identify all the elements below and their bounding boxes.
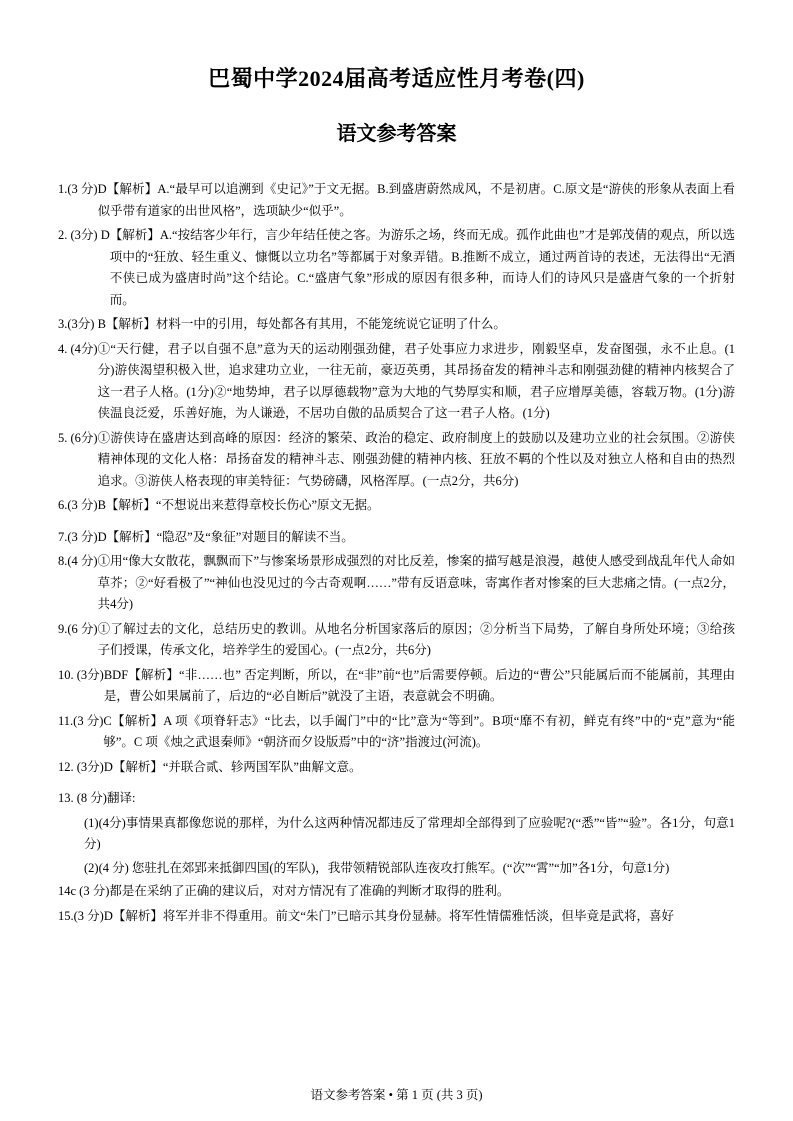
answer-item [58,665,735,708]
answer-text: D【解析】A.“最早可以追溯到《史记》”于文无据。B.到盛唐蔚然成风，不是初唐。C.原文是“游侠的形象从表面上看似乎带有道家的出世风格”，选项缺少“似乎”。 [97,182,735,218]
answer-number: 15.(3 分) [58,908,104,923]
page-title: 巴蜀中学2024届高考适应性月考卷(四) [208,66,585,91]
answer-item [58,428,735,493]
answer-text: D【解析】将军并非不得重用。前文“朱门”已暗示其身份显赫。将军性情儒雅恬淡，但毕竟是武将，喜好 [103,908,674,923]
answer-number: 3.(3分) B [58,317,106,331]
answer-item [58,619,735,662]
answer-item [58,906,735,928]
answer-text: ①“天行健，君子以自强不息”意为天的运动刚强劲健，君子处事应力求进步，刚毅坚卓，发奋图强，永不止息。(1分)游侠渴望积极入世，追求建功立业，一往无前，豪迈英勇，其昂扬奋发的精神斗志和刚强劲健的精神内核契合了这一君子人格。(1分)②“地势坤，君子以厚德载物”意为大地的气势厚实和顺，君子应增厚美德，容载万物。(1分)游侠温良泛爱，乐善好施，为人谦逊，不居功自傲的品质契合了这一君子人格。(1分) [97,341,735,420]
answer-number: 9.(6 分) [58,621,98,636]
answer-number: 11.(3 分) [58,713,104,728]
answer-text: B【解析】“不想说出来惹得章校长伤心”原文无据。 [97,498,380,512]
page-footer: 语文参考答案 • 第 1 页 (共 3 页) [310,1088,483,1102]
answer-text: ①游侠诗在盛唐达到高峰的原因：经济的繁荣、政治的稳定、政府制度上的鼓励以及建功立业的社会氛围。②游侠精神体现的文化人格：昂扬奋发的精神斗志、刚强劲健的精神内核、狂放不羁的个性以及对独立人格和自由的热烈追求。③游侠人格表现的审美特征：气势磅礴，风格浑厚。(一点2分，共6分) [97,430,735,488]
answer-item [58,757,735,779]
answer-number: 8.(4 分) [58,554,98,568]
answer-number: 12. (3分) [58,759,104,774]
answer-item [58,527,735,549]
page-subtitle: 语文参考答案 [336,123,457,145]
answer-number: 7.(3 分) [58,529,98,544]
answer-item [58,179,735,222]
answer-item [58,339,735,425]
answer-text: ①用“像大女散花，飘飘而下”与惨案场景形成强烈的对比反差，惨案的描写越是浪漫，越使人感受到战乱年代人命如草芥；②“好看极了”“神仙也没见过的今古奇观啊……”带有反语意味，寄寓作者对惨案的巨大悲痛之情。(一点2分，共4分) [97,554,735,611]
answer-text: ①了解过去的文化，总结历史的教训。从地名分析国家落后的原因；②分析当下局势，了解自身所处环境；③给孩子们授课，传承文化，培养学生的爱国心。(一点2分，共6分) [97,621,735,657]
answer-text: 【解析】A.“按结客少年行，言少年结任使之客。为游乐之场，终而无成。孤作此曲也”才是郭茂倩的观点，所以选项中的“狂放、轻生重义、慷慨以立功名”等都属于对象弄错。B.推断不成立，通过两首诗的表述，无法得出“无酒不侠已成为盛唐时尚”这个结论。C.“盛唐气象”形成的原因有很多种，而诗人们的诗风只是盛唐气象的一个折射而。 [109,228,735,307]
answer-item [58,225,735,311]
answer-number: 5. (6分) [58,430,98,445]
answer-item [58,495,735,517]
answer-number: 4. (4分) [58,341,98,356]
answer-number: 1.(3 分) [58,182,98,196]
answer-text: 翻译: [106,791,136,805]
answer-text: 都是在采纳了正确的建议后，对对方情况有了准确的判断才取得的胜利。 [109,884,510,898]
answer-item [58,788,735,810]
translation-line: (1)(4分)事情果真都像您说的那样，为什么这两种情况都违反了常理却全部得到了应验呢?(“悉”“皆”“验”。各1分，句意1分) [84,815,735,851]
answer-number: 10. (3分) [58,667,104,682]
answer-text: D【解析】“隐忍”及“象征”对题目的解读不当。 [97,529,354,544]
answer-number: 2. (3分) D [58,228,110,242]
answer-text: C【解析】A 项《项脊轩志》“比去，以手阖门”中的“比”意为“等到”。B项“靡不有初，鲜克有终”中的“克”意为“能够”。C 项《烛之武退秦师》“朝济而夕设版焉”中的“济”指渡过(河流)。 [103,713,735,749]
answer-number: 6.(3 分) [58,498,98,512]
answer-text: D【解析】“并联合贰、轸两国军队”曲解文意。 [103,759,362,774]
answer-list [58,179,735,927]
answer-item [58,881,735,903]
answer-item [58,551,735,616]
answer-text: 【解析】材料一中的引用，每处都各有其用，不能笼统说它证明了什么。 [105,317,506,331]
answer-item [58,314,735,336]
translation-line: (2)(4 分) 您驻扎在郊郢来抵御四国(的军队)，我带领精锐部队连夜攻打熊军。(“次”“霄”“加”各1分，句意1分) [84,860,670,875]
answer-item [58,711,735,754]
answer-number: 13. (8 分) [58,791,107,805]
answer-text: BDF【解析】“非……也” 否定判断，所以，在“非”前“也”后需要停顿。后边的“曹公”只能属后而不能属前，其理由是，曹公如果属前了，后边的“必自断后”就没了主语，表意就会不明确。 [103,667,736,703]
answer-number: 14c (3 分) [58,884,110,898]
